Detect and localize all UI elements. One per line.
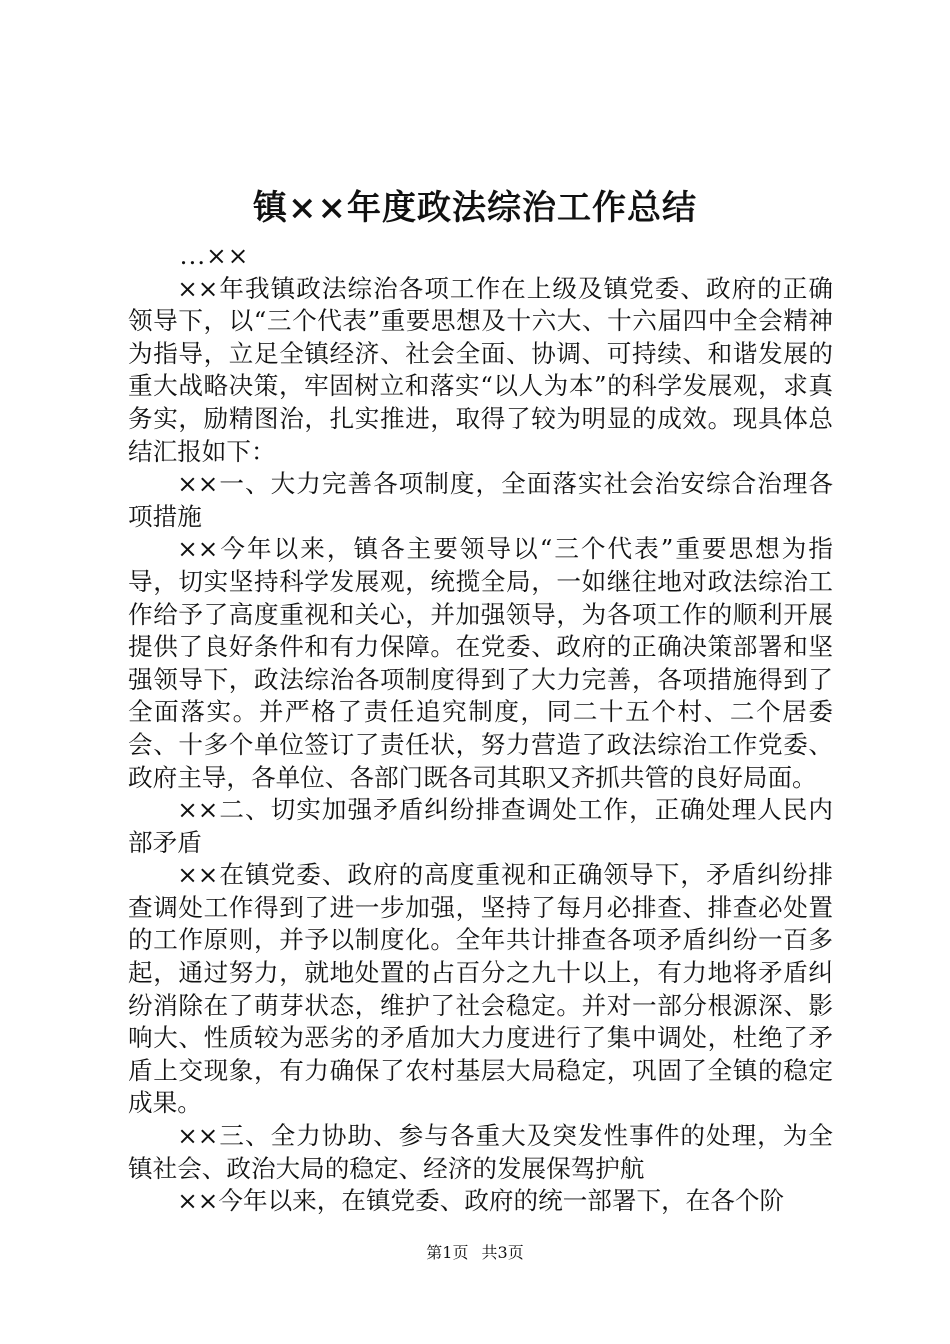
section-heading: ××二、切实加强矛盾纠纷排查调处工作，正确处理人民内部矛盾 xyxy=(128,795,833,857)
document-title: 镇××年度政法综治工作总结 xyxy=(253,188,697,228)
paragraph: ××年我镇政法综治各项工作在上级及镇党委、政府的正确领导下，以“三个代表”重要思想及十六大、十六届四中全会精神为指导，立足全镇经济、社会全面、协调、可持续、和谐发展的重大战略决策，牢固树立和落实“以人为本”的科学发展观，求真务实，励精图治，扎实推进，取得了较为明显的成效。现具体总结汇报如下： xyxy=(128,273,833,466)
paragraph: ××今年以来，在镇党委、政府的统一部署下，在各个阶 xyxy=(177,1186,785,1216)
paragraph: ××在镇党委、政府的高度重视和正确领导下，矛盾纠纷排查调处工作得到了进一步加强，坚持了每月必排查、排查必处置的工作原则，并予以制度化。全年共计排查各项矛盾纠纷一百多起，通过努力，就地处置的占百分之九十以上，有力地将矛盾纠纷消除在了萌芽状态，维护了社会稳定。并对一部分根源深、影响大、性质较为恶劣的矛盾加大力度进行了集中调处，杜绝了矛盾上交现象，有力确保了农村基层大局稳定，巩固了全镇的稳定成果。 xyxy=(128,860,833,1118)
paragraph: ××今年以来，镇各主要领导以“三个代表”重要思想为指导，切实坚持科学发展观，统揽全局，一如继往地对政法综治工作给予了高度重视和关心，并加强领导，为各项工作的顺利开展提供了良好条件和有力保障。在党委、政府的正确决策部署和坚强领导下，政法综治各项制度得到了大力完善，各项措施得到了全面落实。并严格了责任追究制度，同二十五个村、二个居委会、十多个单位签订了责任状，努力营造了政法综治工作党委、政府主导，各单位、各部门既各司其职又齐抓共管的良好局面。 xyxy=(128,534,833,792)
document-body xyxy=(128,240,833,1218)
page-total: 共3页 xyxy=(481,1243,524,1262)
document-subtitle: ...×× xyxy=(179,241,250,270)
section-heading: ××三、全力协助、参与各重大及突发性事件的处理，为全镇社会、政治大局的稳定、经济的发展保驾护航 xyxy=(128,1121,833,1183)
page-footer xyxy=(0,1242,950,1264)
page-number: 第1页 xyxy=(426,1243,469,1262)
section-heading: ××一、大力完善各项制度，全面落实社会治安综合治理各项措施 xyxy=(128,469,833,531)
